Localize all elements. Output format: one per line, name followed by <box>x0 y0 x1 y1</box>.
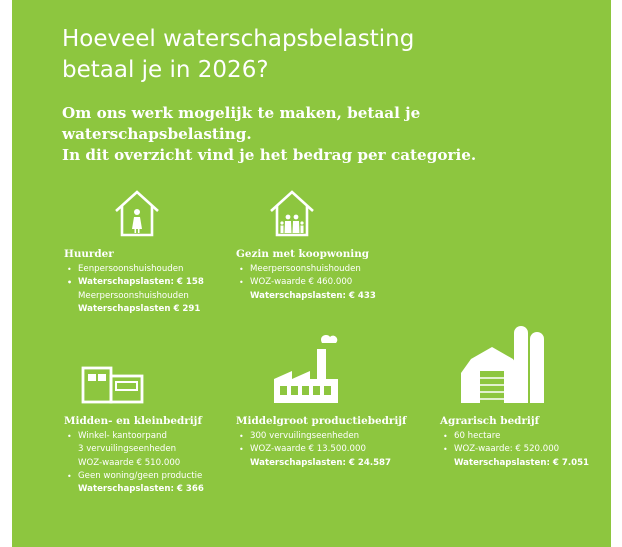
detail-line: • WOZ-waarde: € 520.000 <box>440 443 589 456</box>
category-details <box>64 263 204 316</box>
intro-line-3: In dit overzicht vind je het bedrag per categorie. <box>62 146 477 164</box>
category-productiebedrijf <box>236 414 407 470</box>
category-details <box>64 430 204 496</box>
title-line-1: Hoeveel waterschapsbelasting <box>62 26 415 52</box>
detail-line: • WOZ-waarde € 460.000 <box>236 276 376 289</box>
intro-line-1: Om ons werk mogelijk te maken, betaal je <box>62 104 421 122</box>
category-details <box>440 430 589 470</box>
detail-amount: Waterschapslasten: € 433 <box>250 290 376 301</box>
detail-amount: Waterschapslasten: € 24.587 <box>250 457 392 468</box>
detail-amount: Waterschapslasten € 291 <box>78 303 201 314</box>
house-single-person-icon <box>113 189 161 237</box>
category-title: Agrarisch bedrijf <box>440 415 540 427</box>
detail-line: • Geen woning/geen productie <box>64 470 204 483</box>
detail-line: • Meerpersoonshuishouden <box>236 263 376 276</box>
detail-line: • Eenpersoonshuishouden <box>64 263 204 276</box>
category-gezin <box>236 247 376 303</box>
category-title: Gezin met koopwoning <box>236 248 370 260</box>
category-title: Middelgroot productiebedrijf <box>236 415 407 427</box>
detail-line: • 60 hectare <box>440 430 589 443</box>
factory-icon <box>270 331 342 405</box>
category-details <box>236 430 407 470</box>
house-family-icon <box>268 189 316 237</box>
detail-line: WOZ-waarde € 510.000 <box>78 457 181 468</box>
detail-line: • Winkel- kantoorpand <box>64 430 204 443</box>
category-midden-kleinbedrijf <box>64 414 204 496</box>
detail-amount: Waterschapslasten: € 7.051 <box>454 457 590 468</box>
page-title <box>62 24 582 86</box>
detail-line: • WOZ-waarde € 13.500.000 <box>236 443 407 456</box>
barn-silo-icon <box>459 321 547 405</box>
intro-line-2: waterschapsbelasting. <box>62 125 252 143</box>
detail-line: Meerpersoonshuishouden <box>78 290 189 301</box>
title-line-2: betaal je in 2026? <box>62 57 269 83</box>
infographic-panel <box>12 0 611 547</box>
detail-amount: Waterschapslasten: € 366 <box>78 484 204 495</box>
intro-text <box>62 103 602 166</box>
category-details <box>236 263 376 303</box>
detail-line: • 300 vervuilingseenheden <box>236 430 407 443</box>
category-title: Midden- en kleinbedrijf <box>64 415 202 427</box>
category-huurder <box>64 247 204 316</box>
detail-amount: • Waterschapslasten: € 158 <box>64 276 204 289</box>
category-title: Huurder <box>64 248 114 260</box>
office-building-icon <box>81 366 145 404</box>
detail-line: 3 vervuilingseenheden <box>78 444 177 455</box>
category-agrarisch <box>440 414 589 470</box>
